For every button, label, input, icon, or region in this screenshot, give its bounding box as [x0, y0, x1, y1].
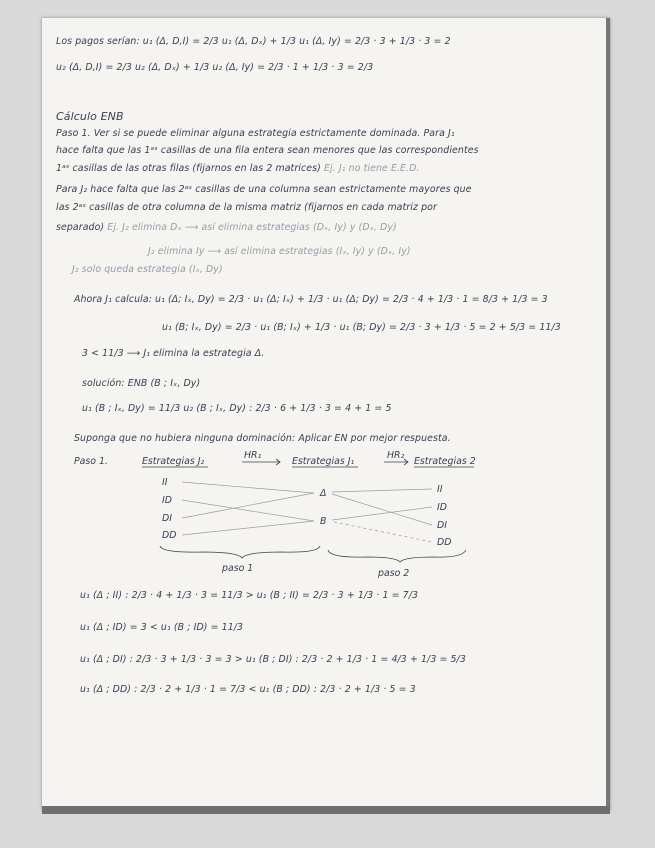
faint-note: Ej. J₁ no tiene E.E.D. — [323, 163, 420, 174]
left-strategies — [162, 477, 176, 541]
right-strategies — [437, 484, 451, 548]
comparison-line: u₁ (Δ ; DI) : 2/3 · 3 + 1/3 · 3 = 3 > u₁ (B ; DI) : 2/3 · 2 + 1/3 · 1 = 4/3 + 1/3 = 5/3 — [80, 654, 466, 665]
strategy-label: Δ — [320, 488, 327, 499]
calc-line: Ahora J₁ calcula: u₁ (Δ; Iₓ, Dy) = 2/3 · u₁ (Δ; Iₓ) + 1/3 · u₁ (Δ; Dy) = 2/3 · 4 + 1/3 · 1 = 8/3 + 1/3 = 3 — [74, 294, 548, 305]
brace-label-paso-1: paso 1 — [222, 563, 254, 574]
solution-line: solución: ENB (B ; Iₓ, Dy) — [82, 378, 201, 389]
page-shadow-right — [606, 18, 610, 814]
strategy-label: DD — [162, 530, 177, 541]
payoff-line-2: u₂ (Δ, D,I) = 2/3 u₂ (Δ, Dₓ) + 1/3 u₂ (Δ, Iy) = 2/3 · 1 + 1/3 · 3 = 2/3 — [56, 62, 374, 73]
strategy-label: DD — [437, 537, 452, 548]
strategy-label: DI — [437, 520, 447, 531]
diagram-headers — [74, 450, 476, 467]
arrow-label-hr2: HR₂ — [387, 450, 405, 461]
scanned-page — [42, 18, 610, 810]
section-title: Cálculo ENB — [56, 110, 124, 123]
payoff-line-1: Los pagos serían: u₁ (Δ, D,I) = 2/3 u₁ (Δ, Dₓ) + 1/3 u₁ (Δ, Iy) = 2/3 · 3 + 1/3 · 3 = 2 — [56, 36, 451, 47]
paragraph-line: las 2ᵃˢ casillas de otra columna de la misma matriz (fijarnos en cada matriz por — [56, 202, 437, 213]
strategy-label: DI — [162, 513, 172, 524]
middle-strategies — [319, 488, 326, 527]
strategy-label: II — [162, 477, 168, 488]
strategy-label: B — [320, 516, 327, 527]
paragraph-line: Suponga que no hubiera ninguna dominación: Aplicar EN por mejor respuesta. — [74, 433, 451, 444]
paragraph-line: Paso 1. Ver si se puede eliminar alguna estrategia estrictamente dominada. Para J₁ — [56, 128, 455, 139]
paragraph-line: Para J₂ hace falta que las 2ᵃˢ casillas de una columna sean estrictamente mayores que — [56, 184, 472, 195]
header-strategies-2: Estrategias 2 — [414, 456, 476, 467]
faint-note: Ej. J₂ elimina Dₓ ⟶ así elimina estrategias (Dₓ, Iy) y (Dₓ, Dy) — [107, 222, 397, 233]
paso-label: Paso 1. — [74, 456, 108, 467]
comparison-line: u₁ (Δ ; DD) : 2/3 · 2 + 1/3 · 1 = 7/3 < u₁ (B ; DD) : 2/3 · 2 + 1/3 · 5 = 3 — [80, 684, 416, 695]
calc-line: 3 < 11/3 ⟶ J₁ elimina la estrategia Δ. — [82, 348, 265, 359]
arrow-label-hr1: HR₁ — [244, 450, 262, 461]
strategy-label: ID — [162, 495, 172, 506]
paragraph-text: separado) — [56, 222, 105, 233]
faint-note: J₂ elimina Iy ⟶ así elimina estrategias (Iₓ, Iy) y (Dₓ, Iy) — [148, 246, 411, 257]
comparison-line: u₁ (Δ ; ID) = 3 < u₁ (B ; ID) = 11/3 — [80, 622, 244, 633]
header-strategies-j2: Estrategias J₂ — [142, 456, 205, 467]
brace-label-paso-2: paso 2 — [378, 568, 410, 578]
calc-line: u₁ (B; Iₓ, Dy) = 2/3 · u₁ (B; Iₓ) + 1/3 · u₁ (B; Dy) = 2/3 · 3 + 1/3 · 5 = 2 + 5/3 = 11/3 — [162, 322, 561, 333]
strategy-label: ID — [437, 502, 447, 513]
strategy-label: II — [437, 484, 443, 495]
comparison-line: u₁ (Δ ; II) : 2/3 · 4 + 1/3 · 3 = 11/3 > u₁ (B ; II) = 2/3 · 3 + 1/3 · 1 = 7/3 — [80, 590, 419, 601]
paragraph-line: hace falta que las 1ᵃˢ casillas de una fila entera sean menores que las correspondientes — [56, 145, 479, 156]
best-response-diagram — [42, 18, 610, 578]
faint-note: J₂ solo queda estrategia (Iₓ, Dy) — [72, 264, 223, 275]
paragraph-text: 1ᵃˢ casillas de las otras filas (fijarnos en las 2 matrices) — [56, 163, 321, 174]
page-shadow-bottom — [42, 806, 610, 814]
solution-payoffs: u₁ (B ; Iₓ, Dy) = 11/3 u₂ (B ; Iₓ, Dy) : 2/3 · 6 + 1/3 · 3 = 4 + 1 = 5 — [82, 403, 392, 414]
header-strategies-j1: Estrategias J₁ — [292, 456, 355, 467]
